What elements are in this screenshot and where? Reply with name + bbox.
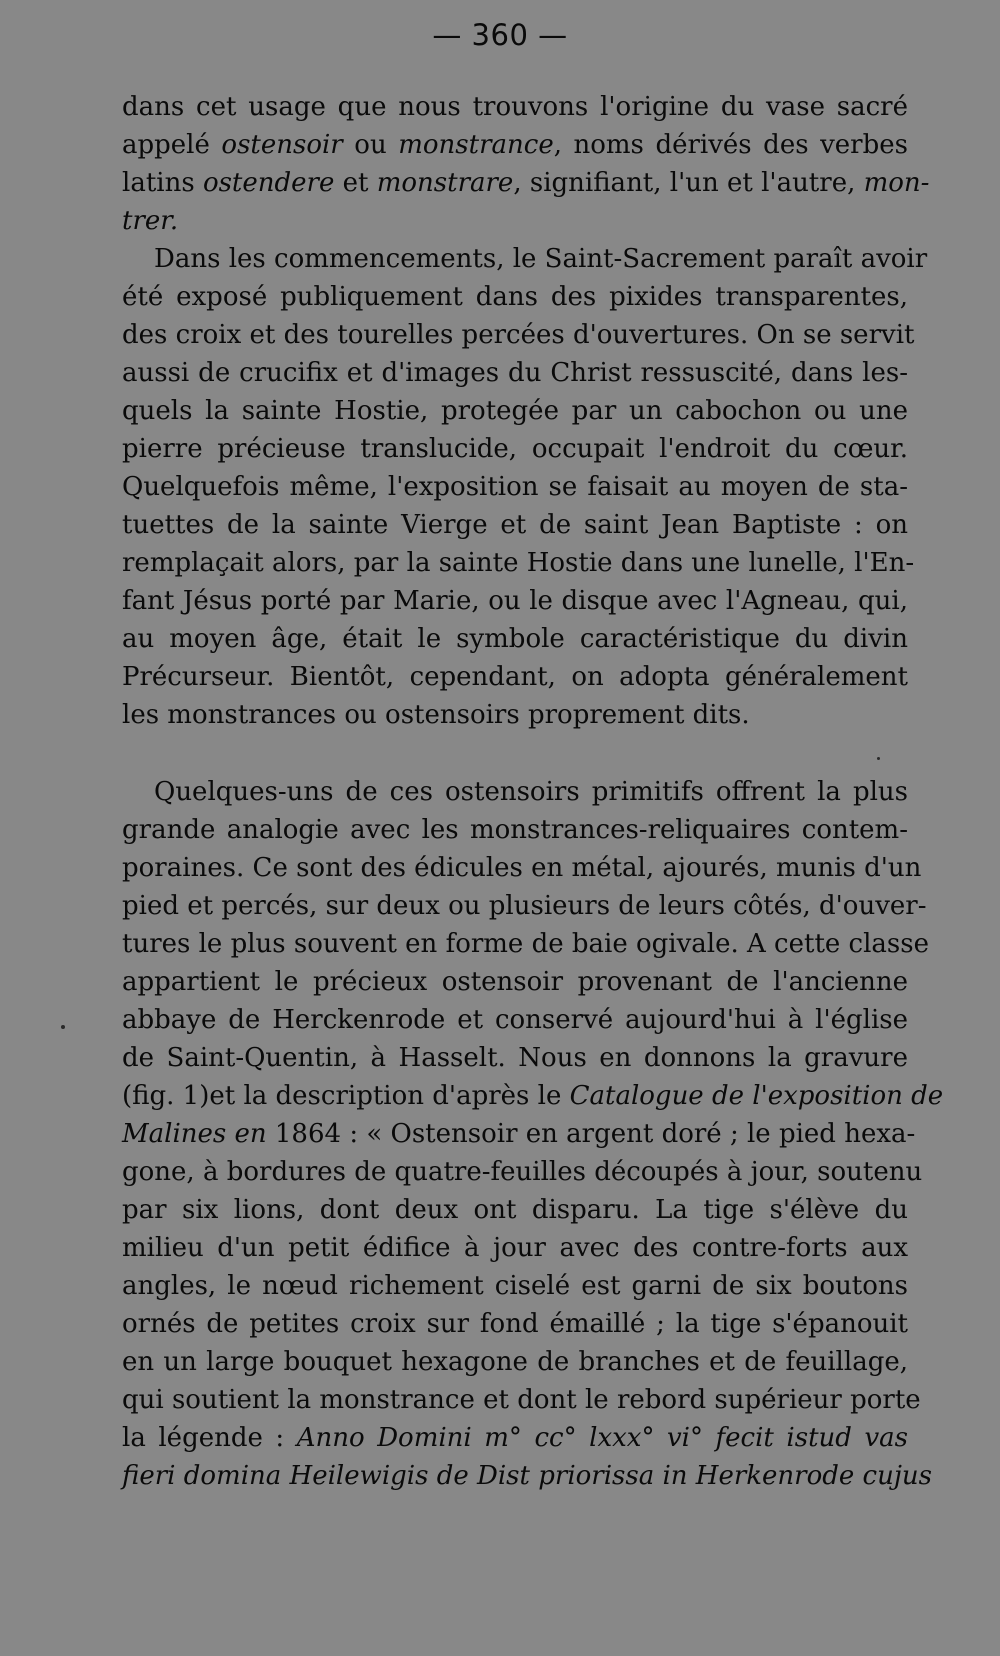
italic-text: Catalogue de l'exposition de (569, 1081, 944, 1111)
page-number: — 360 — (432, 18, 568, 52)
text-line (122, 925, 930, 963)
text-run: appartient le précieux ostensoir provenant de l'ancienne (122, 967, 908, 997)
text-line (122, 240, 928, 278)
text-line (122, 1077, 944, 1115)
text-run: Quelquefois même, l'exposition se faisait au moyen de sta- (122, 472, 908, 502)
text-run: latins (122, 168, 203, 198)
paragraph-1 (122, 88, 930, 240)
text-line (122, 658, 908, 696)
text-line (122, 126, 908, 164)
text-line (122, 430, 908, 468)
text-run: pied et percés, sur deux ou plusieurs de leurs côtés, d'ouver- (122, 891, 927, 921)
text-line (122, 963, 908, 1001)
text-run: milieu d'un petit édifice à jour avec des contre-forts aux (122, 1233, 908, 1263)
italic-text: monstrare (376, 168, 514, 198)
text-run: abbaye de Herckenrode et conservé aujourd'hui à l'église (122, 1005, 908, 1035)
italic-text: Anno Domini m° cc° lxxx° vi° fecit istud vas (296, 1423, 908, 1453)
text-line (122, 1039, 908, 1077)
text-run: dans cet usage que nous trouvons l'origine du vase sacré (122, 92, 908, 122)
text-run: aussi de crucifix et d'images du Christ ressuscité, dans les- (122, 358, 908, 388)
text-run: fant Jésus porté par Marie, ou le disque avec l'Agneau, qui, (122, 586, 908, 616)
text-run: (fig. 1)et la description d'après le (122, 1081, 570, 1111)
text-line (122, 506, 908, 544)
text-run: Quelques-uns de ces ostensoirs primitifs offrent la plus (154, 777, 908, 807)
text-run: grande analogie avec les monstrances-reliquaires contem- (122, 815, 908, 845)
text-line (122, 620, 908, 658)
text-run: Précurseur. Bientôt, cependant, on adopta généralement (122, 662, 908, 692)
text-line (122, 582, 908, 620)
text-run: au moyen âge, était le symbole caractéristique du divin (122, 624, 908, 654)
text-run: et (334, 168, 377, 198)
text-line (122, 1457, 933, 1495)
text-run: qui soutient la monstrance et dont le rebord supérieur porte (122, 1385, 921, 1415)
italic-text: monstrance (398, 130, 554, 160)
text-line (122, 811, 908, 849)
scan-speck (877, 757, 880, 760)
text-run: la légende : (122, 1423, 297, 1453)
italic-text: ostensoir (221, 130, 343, 160)
text-line (122, 316, 915, 354)
text-line (122, 202, 908, 240)
scan-speck (61, 1025, 65, 1029)
text-run: tuettes de la sainte Vierge et de saint Jean Baptiste : on (122, 510, 908, 540)
italic-text: mon- (863, 168, 930, 198)
text-line (122, 1191, 908, 1229)
text-line (122, 887, 927, 925)
text-line (122, 1001, 908, 1039)
text-line (122, 164, 930, 202)
text-run: ornés de petites croix sur fond émaillé ; la tige s'épanouit (122, 1309, 908, 1339)
text-run: angles, le nœud richement ciselé est garni de six boutons (122, 1271, 908, 1301)
text-run: tures le plus souvent en forme de baie ogivale. A cette classe (122, 929, 930, 959)
text-run: gone, à bordures de quatre-feuilles découpés à jour, soutenu (122, 1157, 923, 1187)
text-run: été exposé publiquement dans des pixides transparentes, (122, 282, 908, 312)
paragraph-2 (122, 240, 928, 734)
text-run: remplaçait alors, par la sainte Hostie dans une lunelle, l'En- (122, 548, 915, 578)
text-run: appelé (122, 130, 222, 160)
text-run: Dans les commencements, le Saint-Sacrement paraît avoir (154, 244, 928, 274)
text-line (122, 1305, 908, 1343)
text-line (122, 354, 908, 392)
text-line (122, 1115, 916, 1153)
italic-text: Malines en (122, 1119, 267, 1149)
text-run: ou (342, 130, 399, 160)
text-line (122, 544, 915, 582)
text-line (122, 468, 908, 506)
text-line (122, 88, 908, 126)
text-line (122, 1381, 921, 1419)
text-line (122, 696, 908, 734)
paragraph-3 (122, 773, 944, 1495)
text-line (122, 1343, 908, 1381)
text-line (122, 1229, 908, 1267)
italic-text: fieri domina Heilewigis de Dist priorissa in Herkenrode cujus (122, 1461, 933, 1491)
text-run: par six lions, dont deux ont disparu. La tige s'élève du (122, 1195, 908, 1225)
text-run: , noms dérivés des verbes (553, 130, 908, 160)
text-run: les monstrances ou ostensoirs proprement dits. (122, 700, 750, 730)
italic-text: ostendere (202, 168, 335, 198)
text-run: de Saint-Quentin, à Hasselt. Nous en donnons la gravure (122, 1043, 908, 1073)
text-run: en un large bouquet hexagone de branches et de feuillage, (122, 1347, 908, 1377)
text-line (122, 1153, 923, 1191)
text-run: quels la sainte Hostie, protegée par un cabochon ou une (122, 396, 908, 426)
text-run: poraines. Ce sont des édicules en métal, ajourés, munis d'un (122, 853, 922, 883)
text-run: 1864 : « Ostensoir en argent doré ; le pied hexa- (266, 1119, 916, 1149)
text-run: des croix et des tourelles percées d'ouvertures. On se servit (122, 320, 915, 350)
text-run: pierre précieuse translucide, occupait l'endroit du cœur. (122, 434, 908, 464)
text-line (122, 392, 908, 430)
text-run: , signifiant, l'un et l'autre, (513, 168, 864, 198)
text-line (122, 1267, 908, 1305)
italic-text: trer. (122, 206, 179, 236)
text-line (122, 278, 908, 316)
text-line (122, 1419, 908, 1457)
text-line (122, 773, 908, 811)
text-line (122, 849, 922, 887)
